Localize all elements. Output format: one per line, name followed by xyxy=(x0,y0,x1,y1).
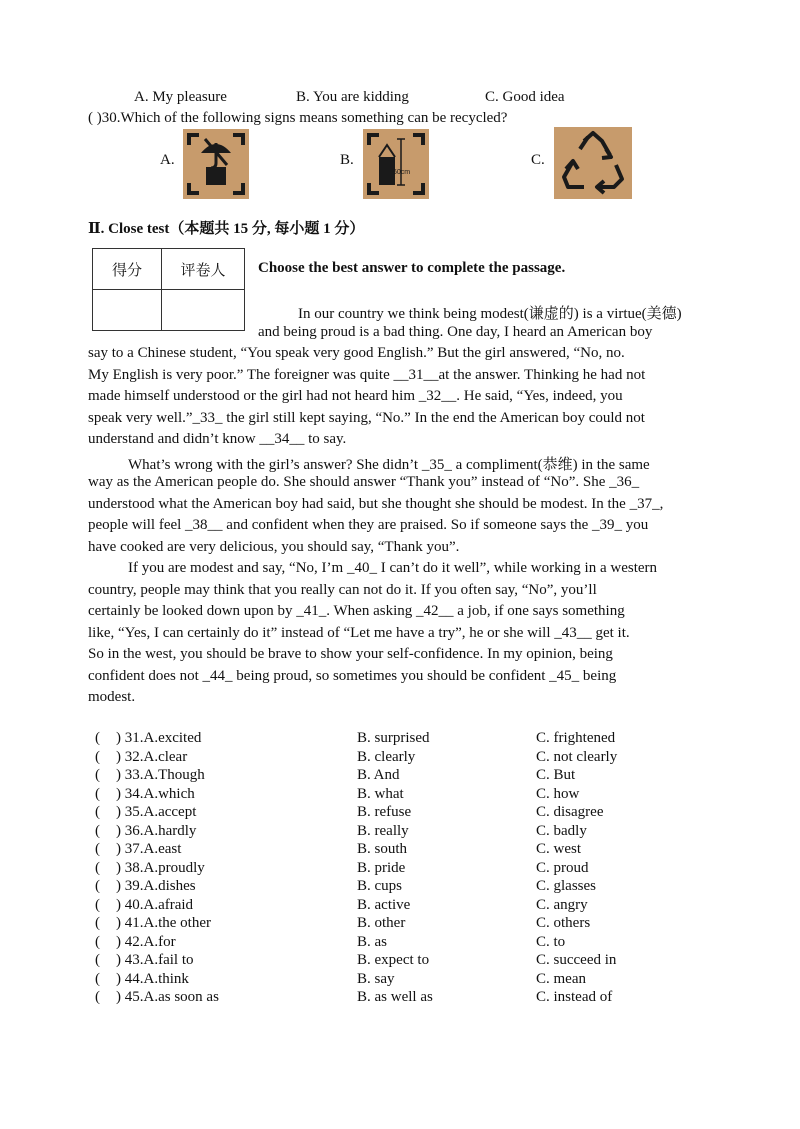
question-option-c: C. glasses xyxy=(536,878,596,894)
grader-cell[interactable] xyxy=(162,290,245,331)
passage-line: have cooked are very delicious, you should say, “Thank you”. xyxy=(88,539,460,555)
sign-b-label: 60cm xyxy=(393,169,411,176)
question-option-c: C. angry xyxy=(536,897,588,913)
q30-label-a: A. xyxy=(160,152,175,168)
q30-label-c: C. xyxy=(531,152,545,168)
q30-text: 30.Which of the following signs means something can be recycled? xyxy=(101,110,508,126)
score-cell[interactable] xyxy=(93,290,162,331)
section-title: Ⅱ. Close test（本题共 15 分, 每小题 1 分） xyxy=(88,221,365,237)
passage-line: In our country we think being modest(谦虚的) is a virtue(美德) xyxy=(298,306,682,322)
question-option-a: ) 42.A.for xyxy=(116,934,176,950)
passage-line: modest. xyxy=(88,689,136,705)
q29-option-c: C. Good idea xyxy=(485,89,565,105)
passage-line: made himself understood or the girl had not heard him _32__. He said, “Yes, indeed, you xyxy=(88,388,623,404)
question-option-b: B. expect to xyxy=(357,952,430,968)
question-option-b: B. pride xyxy=(357,860,406,876)
question-option-a: ) 33.A.Though xyxy=(116,767,205,783)
passage-line: understand and didn’t know __34__ to say. xyxy=(88,431,347,447)
answer-paren-open[interactable]: ( xyxy=(95,878,100,894)
recycle-icon xyxy=(554,127,632,199)
question-option-b: B. say xyxy=(357,971,395,987)
question-option-c: C. proud xyxy=(536,860,589,876)
answer-paren-open[interactable]: ( xyxy=(95,897,100,913)
question-option-a: ) 35.A.accept xyxy=(116,804,197,820)
passage-line: people will feel _38__ and confident when they are praised. So if someone says the _39_ you xyxy=(88,517,649,533)
passage-line: say to a Chinese student, “You speak very good English.” But the girl answered, “No, no. xyxy=(88,345,625,361)
question-option-b: B. as xyxy=(357,934,387,950)
answer-paren-open[interactable]: ( xyxy=(95,749,100,765)
answer-paren-open[interactable]: ( xyxy=(95,860,100,876)
question-option-b: B. surprised xyxy=(357,730,430,746)
q29-option-a: A. My pleasure xyxy=(134,89,227,105)
answer-paren-open[interactable]: ( xyxy=(95,971,100,987)
stack-height-limit-icon xyxy=(363,129,429,199)
question-option-b: B. clearly xyxy=(357,749,416,765)
question-option-c: C. succeed in xyxy=(536,952,617,968)
question-option-b: B. other xyxy=(357,915,406,931)
question-option-a: ) 43.A.fail to xyxy=(116,952,194,968)
passage-line: like, “Yes, I can certainly do it” instead of “Let me have a try”, he or she will _43__ get it. xyxy=(88,625,630,641)
question-option-a: ) 34.A.which xyxy=(116,786,195,802)
q29-option-b: B. You are kidding xyxy=(296,89,409,105)
grader-header: 评卷人 xyxy=(162,249,245,290)
question-option-a: ) 39.A.dishes xyxy=(116,878,196,894)
question-option-a: ) 31.A.excited xyxy=(116,730,202,746)
question-option-a: ) 37.A.east xyxy=(116,841,182,857)
question-option-a: ) 40.A.afraid xyxy=(116,897,194,913)
passage-line: What’s wrong with the girl’s answer? She didn’t _35_ a compliment(恭维) in the same xyxy=(128,457,650,473)
question-option-c: C. mean xyxy=(536,971,586,987)
question-option-a: ) 41.A.the other xyxy=(116,915,211,931)
question-option-c: C. not clearly xyxy=(536,749,618,765)
passage-line: understood what the American boy had said, but she thought she should be modest. In the _37_, xyxy=(88,496,664,512)
answer-paren-open[interactable]: ( xyxy=(95,786,100,802)
passage-line: and being proud is a bad thing. One day, I heard an American boy xyxy=(258,324,653,340)
question-option-c: C. disagree xyxy=(536,804,604,820)
passage-line: confident does not _44_ being proud, so sometimes you should be confident _45_ being xyxy=(88,668,617,684)
answer-paren-open[interactable]: ( xyxy=(95,841,100,857)
q30-question xyxy=(88,110,507,127)
passage-line: way as the American people do. She should answer “Thank you” instead of “No”. She _36_ xyxy=(88,474,640,490)
question-option-b: B. active xyxy=(357,897,411,913)
answer-paren-open[interactable]: ( xyxy=(95,730,100,746)
question-option-c: C. west xyxy=(536,841,581,857)
question-option-b: B. as well as xyxy=(357,989,433,1005)
answer-paren-open[interactable]: ( xyxy=(95,823,100,839)
score-header: 得分 xyxy=(93,249,162,290)
passage-line: If you are modest and say, “No, I’m _40_ I can’t do it well”, while working in a western xyxy=(128,560,658,576)
question-option-b: B. what xyxy=(357,786,404,802)
passage-line: speak very well.”_33_ the girl still kept saying, “No.” In the end the American boy could not xyxy=(88,410,645,426)
answer-paren: ( ) xyxy=(88,110,102,126)
section-instruction: Choose the best answer to complete the passage. xyxy=(258,260,566,276)
passage-line: My English is very poor.” The foreigner was quite __31__at the answer. Thinking he had not xyxy=(88,367,646,383)
question-option-c: C. badly xyxy=(536,823,587,839)
question-option-b: B. really xyxy=(357,823,409,839)
passage-line: certainly be looked down upon by _41_. When asking _42__ a job, if one says something xyxy=(88,603,625,619)
question-option-c: C. instead of xyxy=(536,989,613,1005)
answer-paren-open[interactable]: ( xyxy=(95,767,100,783)
question-option-c: C. But xyxy=(536,767,576,783)
answer-paren-open[interactable]: ( xyxy=(95,934,100,950)
answer-paren-open[interactable]: ( xyxy=(95,952,100,968)
question-option-a: ) 38.A.proudly xyxy=(116,860,205,876)
question-option-a: ) 44.A.think xyxy=(116,971,189,987)
score-table xyxy=(92,248,245,331)
question-option-c: C. to xyxy=(536,934,566,950)
umbrella-keep-dry-icon xyxy=(183,129,249,199)
answer-paren-open[interactable]: ( xyxy=(95,915,100,931)
answer-paren-open[interactable]: ( xyxy=(95,804,100,820)
question-option-a: ) 36.A.hardly xyxy=(116,823,197,839)
q30-label-b: B. xyxy=(340,152,354,168)
passage-line: So in the west, you should be brave to show your self-confidence. In my opinion, being xyxy=(88,646,613,662)
passage-line: country, people may think that you really can not do it. If you often say, “No”, you’ll xyxy=(88,582,597,598)
question-option-b: B. refuse xyxy=(357,804,412,820)
question-option-b: B. cups xyxy=(357,878,402,894)
question-option-a: ) 32.A.clear xyxy=(116,749,188,765)
question-option-c: C. others xyxy=(536,915,591,931)
question-option-c: C. frightened xyxy=(536,730,616,746)
answer-paren-open[interactable]: ( xyxy=(95,989,100,1005)
question-option-a: ) 45.A.as soon as xyxy=(116,989,219,1005)
question-option-c: C. how xyxy=(536,786,580,802)
question-option-b: B. south xyxy=(357,841,408,857)
question-option-b: B. And xyxy=(357,767,400,783)
